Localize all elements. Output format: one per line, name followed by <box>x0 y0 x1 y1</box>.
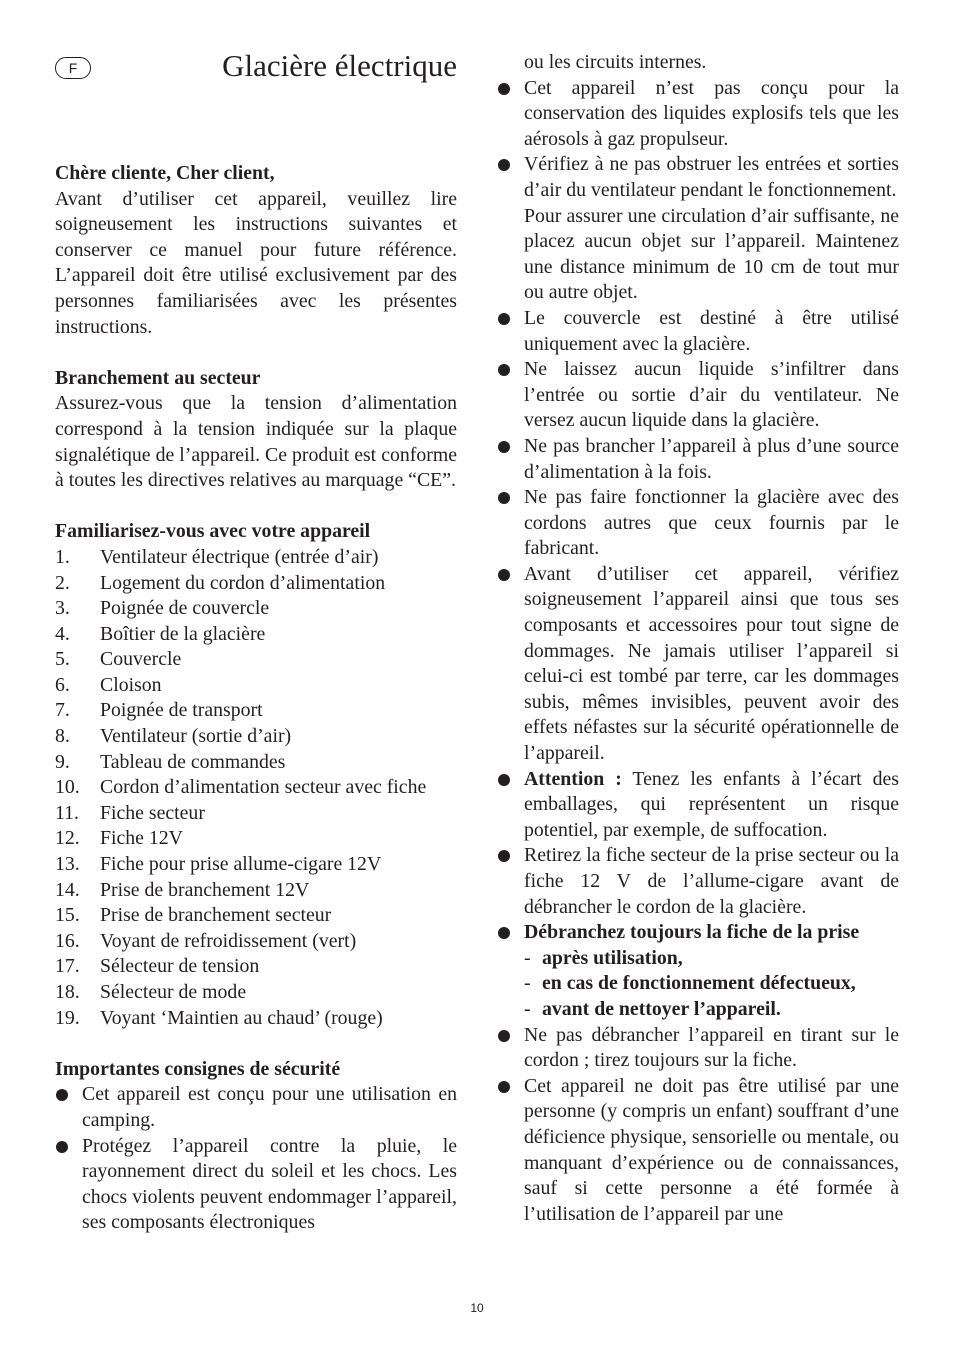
intro-heading: Chère cliente, Cher client, <box>55 162 275 184</box>
bullet-icon <box>498 1030 510 1042</box>
bullet-icon <box>498 364 510 376</box>
list-item <box>55 1082 457 1133</box>
list-item <box>497 434 899 485</box>
bullet-icon <box>498 569 510 581</box>
list-item <box>55 698 457 724</box>
page-number: 10 <box>470 1301 484 1315</box>
list-item <box>55 801 457 827</box>
item-text: Cet appareil est conçu pour une utilisation en camping. <box>82 1083 457 1131</box>
list-item <box>55 1134 457 1236</box>
sub-item-text: en cas de fonctionnement défectueux, <box>542 972 856 995</box>
list-item <box>497 306 899 357</box>
list-item <box>55 647 457 673</box>
item-number: 9. <box>55 750 70 773</box>
safety-section <box>55 1057 457 1236</box>
list-item <box>497 485 899 562</box>
list-item <box>55 775 457 801</box>
item-text: Ne pas brancher l’appareil à plus d’une source d’alimentation à la fois. <box>524 434 899 483</box>
power-section <box>55 366 457 494</box>
item-label: Ventilateur électrique (entrée d’air) <box>100 545 379 568</box>
left-column <box>55 161 457 1236</box>
item-text: Ne laissez aucun liquide s’infiltrer dans l’entrée ou sortie d’air du ventilateur. Ne versez aucun liquide dans la glacière. <box>524 358 899 432</box>
sub-item <box>524 946 899 972</box>
item-label: Tableau de commandes <box>100 750 286 773</box>
bullet-icon <box>498 850 510 862</box>
safety-heading: Importantes consignes de sécurité <box>55 1057 341 1080</box>
power-text: Assurez-vous que la tension d’alimentation correspond à la tension indiquée sur la plaque signalétique de l’appareil. Ce produit est conforme à toutes les directives relatives au marquage “CE”. <box>55 392 457 492</box>
item-subparagraph: Pour assurer une circulation d’air suffisante, ne placez aucun objet sur l’appareil. Maintenez une distance minimum de 10 cm de tout mur ou autre objet. <box>524 204 899 304</box>
bullet-icon <box>498 83 510 95</box>
item-number: 18. <box>55 981 80 1003</box>
page-header <box>55 44 457 94</box>
item-label: Cordon d’alimentation secteur avec fiche <box>100 776 427 799</box>
item-number: 6. <box>55 673 70 696</box>
attention-label: Attention : <box>524 767 622 790</box>
bullet-icon <box>498 313 510 325</box>
parts-section <box>55 519 457 1031</box>
list-item <box>55 903 457 929</box>
bullet-icon <box>56 1141 68 1153</box>
parts-list <box>55 545 457 1031</box>
item-number: 15. <box>55 904 80 927</box>
item-label: Voyant de refroidissement (vert) <box>100 929 357 952</box>
item-text: Retirez la fiche secteur de la prise secteur ou la fiche 12 V de l’allume-cigare avant de débrancher le cordon de la glacière. <box>524 844 899 918</box>
list-item <box>55 929 457 955</box>
item-number: 12. <box>55 827 80 850</box>
language-badge: F <box>55 57 91 79</box>
list-item <box>497 1074 899 1228</box>
item-label: Prise de branchement 12V <box>100 878 310 901</box>
safety-list-left <box>55 1082 457 1236</box>
item-number: 14. <box>55 878 80 901</box>
power-heading: Branchement au secteur <box>55 366 261 389</box>
safety-list-right <box>497 50 899 1227</box>
bullet-icon <box>56 1089 68 1101</box>
item-heading: Débranchez toujours la fiche de la prise <box>524 921 860 944</box>
item-number: 3. <box>55 597 70 620</box>
list-item <box>55 852 457 878</box>
item-text: Le couvercle est destiné à être utilisé uniquement avec la glacière. <box>524 306 899 355</box>
item-label: Fiche pour prise allume-cigare 12V <box>100 853 382 876</box>
list-item-continuation <box>497 50 899 76</box>
list-item <box>55 878 457 904</box>
list-item <box>55 724 457 750</box>
item-number: 5. <box>55 648 70 671</box>
page-title: Glacière électrique <box>222 48 457 83</box>
list-item <box>497 920 899 1022</box>
list-item <box>55 673 457 699</box>
item-label: Sélecteur de tension <box>100 955 260 978</box>
list-item <box>55 545 457 571</box>
list-item <box>55 980 457 1006</box>
item-text: Avant d’utiliser cet appareil, vérifiez soigneusement l’appareil ainsi que tous ses composants et accessoires pour tout signe de dommages. Ne jamais utiliser l’appareil si celui-ci est tombé par terre, car les dommages subis, mêmes invisibles, peuvent avoir des effets néfastes sur la sécurité opérationnelle de l’appareil. <box>524 562 899 765</box>
item-number: 13. <box>55 853 80 876</box>
list-item <box>55 1006 457 1032</box>
item-text: Ne pas débrancher l’appareil en tirant sur le cordon ; tirez toujours sur la fiche. <box>524 1023 899 1072</box>
item-number: 19. <box>55 1006 80 1029</box>
item-label: Sélecteur de mode <box>100 981 247 1003</box>
item-number: 17. <box>55 955 80 978</box>
item-number: 11. <box>55 801 79 824</box>
bullet-icon <box>498 927 510 939</box>
item-label: Ventilateur (sortie d’air) <box>100 725 292 748</box>
list-item <box>497 76 899 153</box>
sub-item-text: après utilisation, <box>542 946 683 969</box>
bullet-icon <box>498 774 510 786</box>
item-number: 4. <box>55 622 70 645</box>
dash-marker: - <box>524 972 531 995</box>
item-number: 8. <box>55 725 70 748</box>
list-item <box>55 622 457 648</box>
item-label: Fiche 12V <box>100 827 183 850</box>
list-item <box>497 562 899 767</box>
item-text: Protégez l’appareil contre la pluie, le rayonnement direct du soleil et les chocs. Les chocs violents peuvent endommager l’appareil, ses composants électroniques <box>82 1134 457 1234</box>
item-label: Poignée de couvercle <box>100 597 270 620</box>
item-label: Poignée de transport <box>100 699 263 722</box>
item-number: 2. <box>55 571 70 594</box>
bullet-icon <box>498 1081 510 1093</box>
list-item <box>497 767 899 844</box>
dash-marker: - <box>524 997 531 1020</box>
dash-marker: - <box>524 946 531 969</box>
list-item <box>497 1023 899 1074</box>
sub-item-text: avant de nettoyer l’appareil. <box>542 997 781 1020</box>
item-text: Cet appareil ne doit pas être utilisé par une personne (y compris un enfant) souffrant d’une déficience physique, sensorielle ou mentale, ou manquant d’expérience ou de connaissances, sauf si cette personne a été formée à l’utilisation de l’appareil par une <box>524 1074 899 1225</box>
sub-item <box>524 971 899 997</box>
bullet-icon <box>498 159 510 171</box>
item-text: Vérifiez à ne pas obstruer les entrées et sorties d’air du ventilateur pendant le fonctionnement. <box>524 153 899 201</box>
list-item <box>55 571 457 597</box>
item-label: Logement du cordon d’alimentation <box>100 571 386 594</box>
item-label: Boîtier de la glacière <box>100 622 266 645</box>
intro-section <box>55 161 457 340</box>
item-number: 10. <box>55 776 80 799</box>
item-label: Cloison <box>100 673 162 696</box>
list-item <box>497 357 899 434</box>
bullet-icon <box>498 492 510 504</box>
item-label: Couvercle <box>100 648 182 671</box>
item-label: Fiche secteur <box>100 801 205 824</box>
list-item <box>55 596 457 622</box>
list-item <box>55 954 457 980</box>
item-number: 16. <box>55 929 80 952</box>
item-text: Cet appareil n’est pas conçu pour la conservation des liquides explosifs tels que les aérosols à gaz propulseur. <box>524 76 899 150</box>
right-column <box>497 50 899 1227</box>
parts-heading: Familiarisez-vous avec votre appareil <box>55 520 371 543</box>
item-label: Prise de branchement secteur <box>100 904 332 927</box>
item-text: Ne pas faire fonctionner la glacière avec des cordons autres que ceux fournis par le fabricant. <box>524 486 899 560</box>
sub-item <box>524 997 899 1023</box>
attention-text: Tenez les enfants à l’écart des emballages, qui représentent un risque potentiel, par exemple, de suffocation. <box>524 767 900 841</box>
list-item <box>497 152 899 306</box>
item-number: 1. <box>55 545 70 568</box>
list-item <box>55 750 457 776</box>
intro-text: Avant d’utiliser cet appareil, veuillez lire soigneusement les instructions suivantes et conserver ce manuel pour future référence. L’appareil doit être utilisé exclusivement par des personnes familiarisées avec les présentes instructions. <box>55 187 457 338</box>
list-item <box>497 843 899 920</box>
item-number: 7. <box>55 699 70 722</box>
bullet-icon <box>498 441 510 453</box>
item-text: ou les circuits internes. <box>524 51 707 73</box>
list-item <box>55 826 457 852</box>
item-label: Voyant ‘Maintien au chaud’ (rouge) <box>100 1006 383 1029</box>
